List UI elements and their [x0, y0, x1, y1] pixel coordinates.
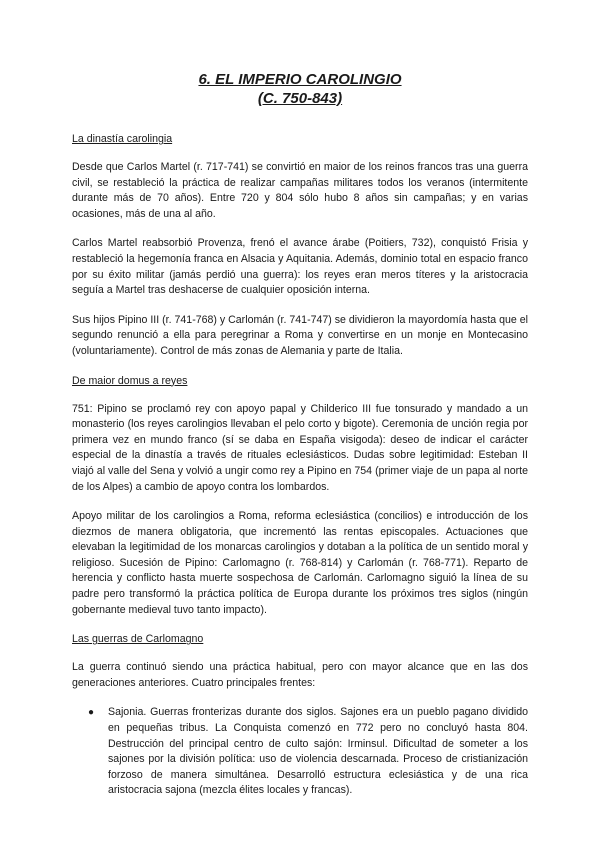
section-guerras: [72, 632, 528, 799]
list-item-text: Sajonia. Guerras fronterizas durante dos siglos. Sajones era un pueblo pagano dividido en pequeñas tribus. La Conquista comenzó en 772 pero no concluyó hasta 804. Destrucción del principal centro de culto sajón: Irminsul. Dificultad de someter a los sajones por la división política: uso de violencia descarnada. Proceso de cristianización forzoso de manera simultánea. Desarrolló estructura eclesiástica y de una rica aristocracia sajona (mezcla élites locales y francas).: [108, 706, 528, 797]
section-maior-domus: [72, 374, 528, 619]
section-heading: De maior domus a reyes: [72, 374, 188, 387]
paragraph: 751: Pipino se proclamó rey con apoyo papal y Childerico III fue tonsurado y mandado a un monasterio (los reyes carolingios llevaban el pelo corto y bigote). Ceremonia de unción regia por primera vez en mundo franco (sí se daba en España visigoda): deseo de indicar el carácter especial de la dinastía a través de rituales eclesiásticos. Dudas sobre legitimidad: Esteban II viajó al valle del Sena y volvió a ungir como rey a Pipino en 754 (primer viaje de un papa al norte de los Alpes) a cambio de apoyo contra los lombardos.: [72, 402, 528, 493]
paragraph: Apoyo militar de los carolingios a Roma, reforma eclesiástica (concilios) e introducción de los diezmos de manera obligatoria, que incrementó las rentas episcopales. Actuaciones que elevaban la legitimidad de los monarcas carolingios y dotaban a la política de un sentido moral y religioso. Sucesión de Pipino: Carlomagno (r. 768-814) y Carlomán (r. 768-771). Reparto de herencia y conflicto hasta muerte sospechosa de Carlomán. Carlomagno siguió la línea de su padre pero transformó la práctica política de Europa durante los próximos tres siglos (ningún gobernante medieval tuvo tanto impacto).: [72, 510, 528, 616]
page-subtitle-dates: (C. 750-843): [257, 90, 343, 107]
paragraph: Sus hijos Pipino III (r. 741-768) y Carlomán (r. 741-747) se dividieron la mayordomía hasta que el segundo renunció a ella para peregrinar a Roma y convertirse en un monje en Montecasino (voluntariamente). Control de más zonas de Alemania y parte de Italia.: [72, 313, 528, 357]
paragraph: Carlos Martel reabsorbió Provenza, frenó el avance árabe (Poitiers, 732), conquistó Frisia y restableció la hegemonía franca en Alsacia y Aquitania. Además, dominio total en espacio franco por su éxito militar (jamás perdió una guerra): los reyes eran meros títeres y la aristocracia seguía a Martel tras deshacerse de cualquier oposición interna.: [72, 237, 528, 297]
list-item: [88, 705, 528, 799]
section-heading: Las guerras de Carlomagno: [72, 633, 204, 646]
paragraph: Desde que Carlos Martel (r. 717-741) se convirtió en maior de los reinos francos tras una guerra civil, se restableció la práctica de realizar campañas militares todos los veranos (intermitente durante más de 70 años). Entre 720 y 804 sólo hubo 8 años sin campañas; y en varias ocasiones, más de una al año.: [72, 161, 528, 220]
title-block: [72, 70, 528, 108]
bullet-icon: ●: [88, 707, 95, 719]
bullet-list: [72, 705, 528, 799]
paragraph: La guerra continuó siendo una práctica habitual, pero con mayor alcance que en las dos generaciones anteriores. Cuatro principales frentes:: [72, 661, 528, 689]
section-heading: La dinastía carolingia: [72, 133, 173, 145]
section-dinastia: [72, 132, 528, 360]
page-title: 6. EL IMPERIO CAROLINGIO: [198, 71, 402, 88]
